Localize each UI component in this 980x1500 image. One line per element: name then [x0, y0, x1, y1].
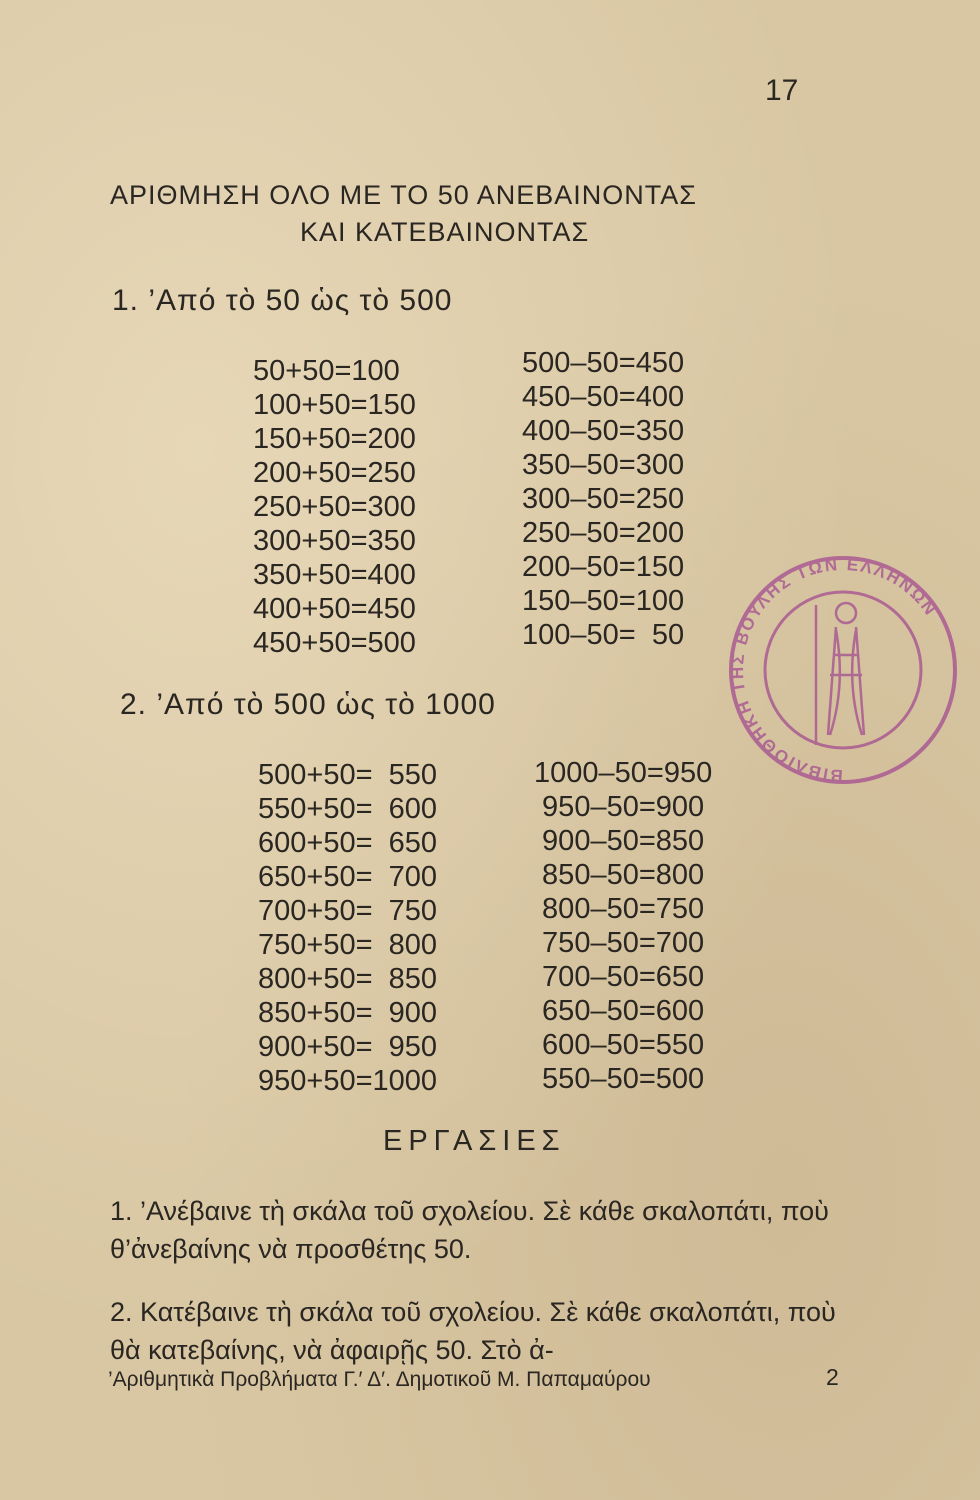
list-item: 500+50= 550 [258, 759, 438, 791]
exercise-1: 1. ’Ανέβαινε τὴ σκάλα τοῦ σχολείου. Σὲ κάθε σκαλοπάτι, ποὺ θ’ἀνεβαίνης νὰ προσθέτης 50. [110, 1196, 829, 1264]
list-item: 900+50= 950 [258, 1031, 438, 1063]
section-2-heading: 2. ’Από τὸ 500 ὡς τὸ 1000 [120, 688, 496, 721]
list-item: 150–50=100 [522, 585, 685, 617]
footer-text: ’Αριθμητικὰ Προβλήματα Γ.′ Δ′. Δημοτικοῦ Μ. Παπαμαύρου [108, 1368, 651, 1391]
section-2-descending-list [534, 756, 712, 1096]
list-item: 600–50=550 [534, 1029, 705, 1061]
list-item: 750+50= 800 [258, 929, 438, 961]
list-item: 950+50=1000 [258, 1065, 438, 1097]
list-item: 650–50=600 [534, 995, 705, 1027]
list-item: 450–50=400 [522, 381, 685, 413]
list-item: 600+50= 650 [258, 827, 438, 859]
svg-text:ΒΙΒΛΙΟΘΗΚΗ ΤΗΣ ΒΟΥΛΗΣ ΤΩΝ ΕΛΛΗ [728, 555, 941, 785]
list-item: 1000–50=950 [534, 757, 713, 789]
list-item: 950–50=900 [534, 791, 705, 823]
list-item: 900–50=850 [534, 825, 705, 857]
list-item: 700+50= 750 [258, 895, 438, 927]
section-1-ascending-list [253, 354, 416, 660]
title-line-1: ΑΡΙΘΜΗΣΗ ΟΛΟ ΜΕ ΤΟ 50 ΑΝΕΒΑΙΝΟΝΤΑΣ [110, 180, 697, 210]
stamp-text: ΒΙΒΛΙΟΘΗΚΗ ΤΗΣ ΒΟΥΛΗΣ ΤΩΝ ΕΛΛΗΝΩΝ [727, 554, 941, 786]
list-item: 350–50=300 [522, 449, 685, 481]
list-item: 800–50=750 [534, 893, 705, 925]
page-number: 17 [765, 74, 799, 107]
list-item: 850–50=800 [534, 859, 705, 891]
list-item: 250+50=300 [253, 491, 416, 523]
library-stamp-icon [718, 535, 968, 805]
exercises-heading: ΕΡΓΑΣΙΕΣ [383, 1125, 566, 1157]
list-item: 650+50= 700 [258, 861, 438, 893]
list-item: 850+50= 900 [258, 997, 438, 1029]
list-item: 800+50= 850 [258, 963, 438, 995]
section-1-descending-list [522, 346, 684, 652]
list-item: 700–50=650 [534, 961, 705, 993]
list-item: 100+50=150 [253, 389, 416, 421]
list-item: 200+50=250 [253, 457, 416, 489]
list-item: 300–50=250 [522, 483, 685, 515]
list-item: 550–50=500 [534, 1063, 705, 1095]
list-item: 100–50= 50 [522, 619, 685, 651]
list-item: 350+50=400 [253, 559, 416, 591]
list-item: 450+50=500 [253, 627, 416, 659]
section-1-heading: 1. ’Από τὸ 50 ὡς τὸ 500 [112, 284, 453, 317]
list-item: 50+50=100 [253, 355, 400, 387]
list-item: 200–50=150 [522, 551, 685, 583]
list-item: 400+50=450 [253, 593, 416, 625]
list-item: 750–50=700 [534, 927, 705, 959]
title-line-2: ΚΑΙ ΚΑΤΕΒΑΙΝΟΝΤΑΣ [300, 217, 590, 247]
list-item: 400–50=350 [522, 415, 685, 447]
list-item: 250–50=200 [522, 517, 685, 549]
exercise-2: 2. Κατέβαινε τὴ σκάλα τοῦ σχολείου. Σὲ κάθε σκαλοπάτι, ποὺ θὰ κατεβαίνης, νὰ ἀφαιρῇς 50. Στὸ ἀ- [110, 1297, 836, 1365]
signature-mark: 2 [826, 1364, 839, 1390]
list-item: 300+50=350 [253, 525, 416, 557]
section-2-ascending-list [258, 758, 437, 1098]
list-item: 500–50=450 [522, 347, 685, 379]
list-item: 150+50=200 [253, 423, 416, 455]
list-item: 550+50= 600 [258, 793, 438, 825]
